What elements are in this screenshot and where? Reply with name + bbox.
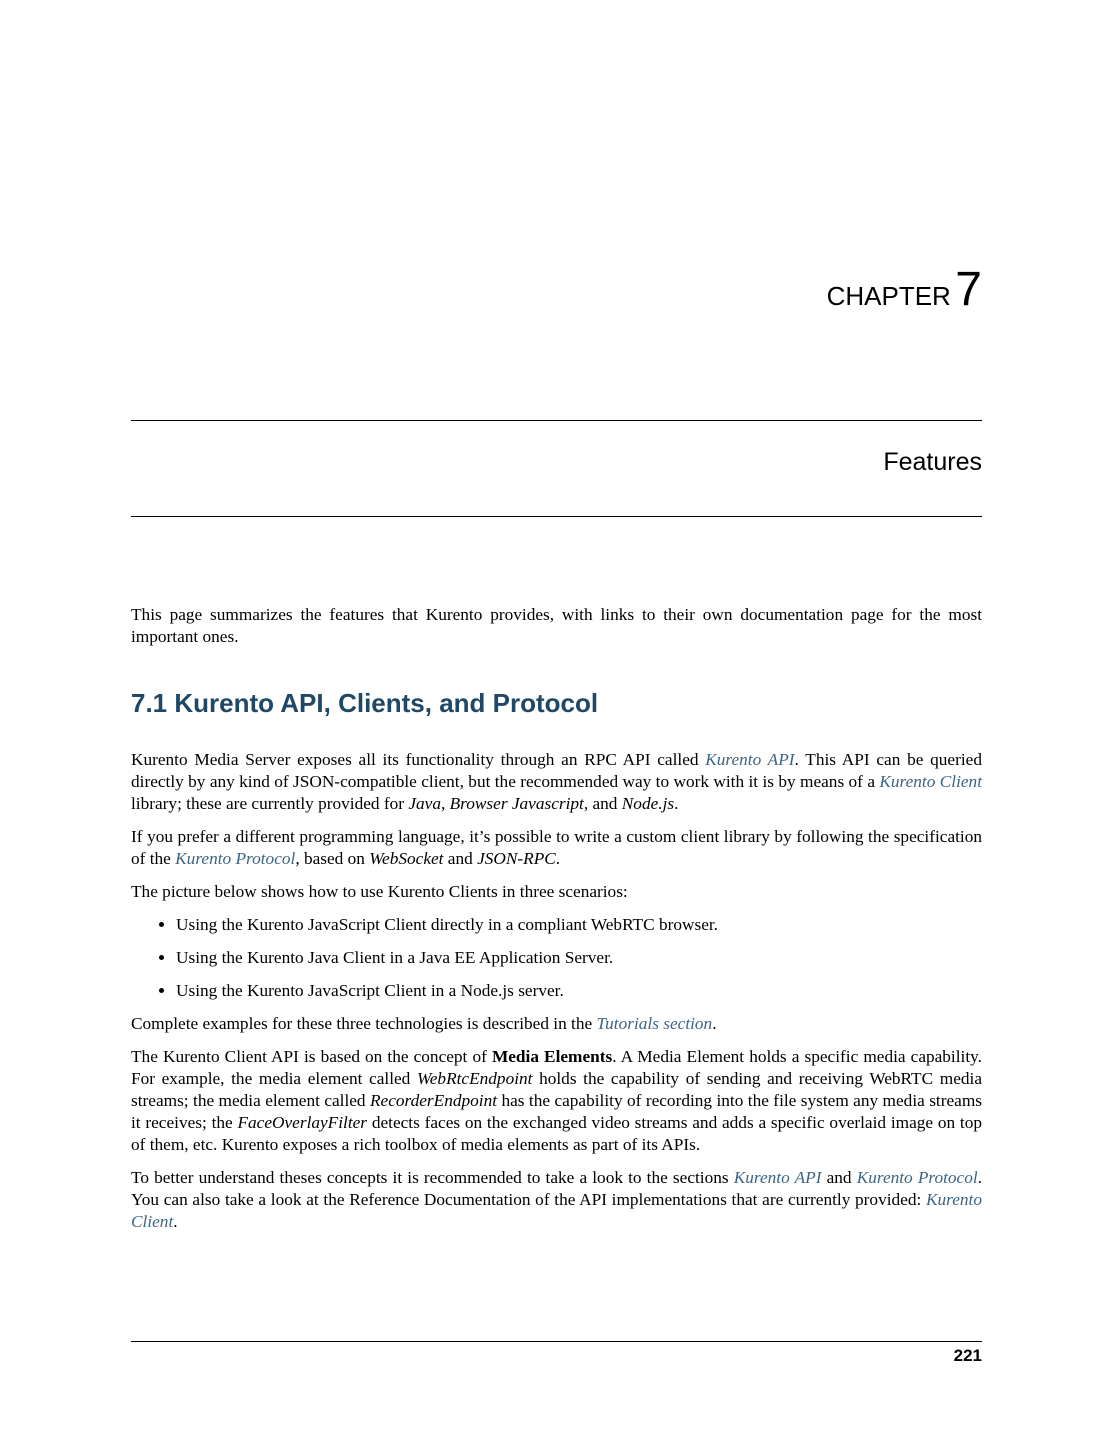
- chapter-word: CHAPTER: [826, 281, 951, 311]
- text: . You can also take a look at the Reference Documentation of the API implementations that are currently provided:: [131, 1168, 982, 1209]
- link-kurento-api[interactable]: Kurento API: [733, 1168, 822, 1187]
- text: Browser Javascript: [449, 794, 584, 813]
- text: .: [555, 849, 561, 868]
- text: library; these are currently provided for: [131, 794, 409, 813]
- text: , and: [583, 794, 622, 813]
- text: and: [821, 1168, 857, 1187]
- divider: [131, 516, 982, 517]
- link-kurento-api[interactable]: Kurento API: [705, 750, 795, 769]
- text: If you prefer a different programming language, it’s possible to write a custom client library by following the specification of the: [131, 827, 982, 868]
- text: WebRtcEndpoint: [416, 1069, 533, 1088]
- text: ,: [440, 794, 450, 813]
- list-item: • Using the Kurento JavaScript Client in a Node.js server.: [176, 980, 982, 1002]
- paragraph: [131, 749, 982, 815]
- text: detects faces on the exchanged video streams and adds a specific overlaid image on top of them, etc. Kurento exposes a rich toolbox of media elements as part of its APIs.: [131, 1113, 982, 1154]
- link-kurento-client[interactable]: Kurento Client: [131, 1190, 982, 1231]
- section-body: [131, 749, 982, 1244]
- paragraph: [131, 1046, 982, 1156]
- divider: [131, 420, 982, 421]
- section-heading: 7.1 Kurento API, Clients, and Protocol: [131, 688, 599, 718]
- chapter-number: 7: [955, 263, 982, 316]
- link-tutorials-section[interactable]: Tutorials section: [596, 1014, 713, 1033]
- list-item: • Using the Kurento Java Client in a Java EE Application Server.: [176, 947, 982, 969]
- link-kurento-protocol[interactable]: Kurento Protocol: [856, 1168, 978, 1187]
- text: and: [443, 849, 478, 868]
- text: .: [712, 1014, 717, 1033]
- text: .: [674, 794, 679, 813]
- text: . A Media Element holds a specific media capability. For example, the media element called: [131, 1047, 982, 1088]
- text: The Kurento Client API is based on the concept of: [131, 1047, 492, 1066]
- paragraph: The picture below shows how to use Kurento Clients in three scenarios:: [131, 882, 628, 901]
- text: WebSocket: [369, 849, 444, 868]
- paragraph: [131, 1167, 982, 1233]
- paragraph: [131, 826, 982, 870]
- text: To better understand theses concepts it is recommended to take a look to the sections: [131, 1168, 734, 1187]
- scenario-list: [131, 914, 982, 1002]
- page-number: 221: [953, 1346, 982, 1365]
- text: Media Elements: [491, 1047, 613, 1066]
- link-kurento-client[interactable]: Kurento Client: [879, 772, 982, 791]
- intro-paragraph: This page summarizes the features that Kurento provides, with links to their own documentation page for the most important ones.: [131, 605, 982, 646]
- chapter-label: [827, 262, 982, 317]
- text: JSON-RPC: [477, 849, 556, 868]
- link-kurento-protocol[interactable]: Kurento Protocol: [175, 849, 296, 868]
- list-item: • Using the Kurento JavaScript Client directly in a compliant WebRTC browser.: [176, 914, 982, 936]
- text: FaceOverlayFilter: [237, 1113, 368, 1132]
- text: .: [173, 1212, 178, 1231]
- text: . This API can be queried directly by any kind of JSON-compatible client, but the recommended way to work with it is by means of a: [131, 750, 982, 791]
- paragraph: [131, 1013, 982, 1035]
- text: Node.js: [621, 794, 675, 813]
- footer-divider: [131, 1341, 982, 1342]
- text: holds the capability of sending and receiving WebRTC media streams; the media element called: [131, 1069, 982, 1110]
- text: , based on: [295, 849, 370, 868]
- chapter-title: Features: [883, 448, 982, 476]
- text: Complete examples for these three technologies is described in the: [131, 1014, 597, 1033]
- text: Java: [408, 794, 441, 813]
- text: has the capability of recording into the file system any media streams it receives; the: [131, 1091, 982, 1132]
- text: Kurento Media Server exposes all its functionality through an RPC API called: [131, 750, 706, 769]
- text: RecorderEndpoint: [370, 1091, 498, 1110]
